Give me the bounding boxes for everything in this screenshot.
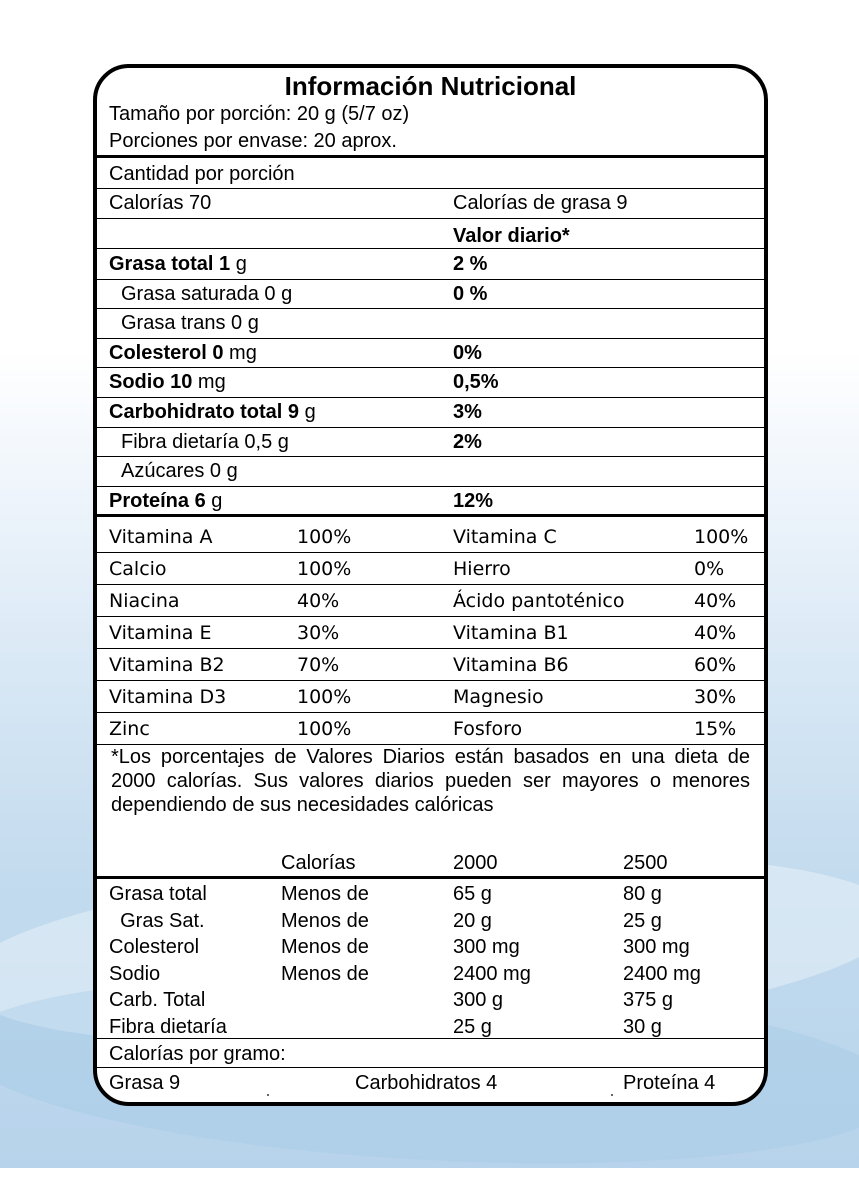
print-mark: [267, 1094, 269, 1096]
print-mark: [611, 1094, 613, 1096]
vitamin-value: 100%: [297, 558, 352, 580]
divider: [97, 616, 764, 617]
nutrient-daily-value: 2%: [453, 430, 482, 453]
amount-per-serving: Cantidad por porción: [109, 163, 295, 185]
vitamin-name: Vitamina A: [109, 526, 213, 548]
reference-value-2000: 300 mg: [453, 936, 520, 958]
reference-value-2500: 375 g: [623, 989, 674, 1011]
divider: [97, 397, 764, 398]
nutrient-name-bold: Proteína 6: [109, 489, 206, 512]
nutrient-name: [121, 312, 259, 334]
divider: [97, 218, 764, 219]
reference-value-2500: 25 g: [623, 909, 662, 932]
divider: [97, 648, 764, 649]
vitamin-value: 40%: [694, 590, 737, 612]
nutrient-name: [121, 431, 289, 453]
reference-header-calories: Calorías: [281, 852, 356, 874]
nutrient-daily-value: 0%: [453, 341, 482, 364]
vitamin-name: Vitamina C: [453, 526, 557, 548]
vitamin-value: 30%: [297, 622, 340, 644]
divider: [97, 712, 764, 713]
reference-nutrient: Colesterol: [109, 936, 200, 958]
divider: [97, 367, 764, 368]
nutrient-name-bold: Sodio 10: [109, 371, 193, 394]
reference-value-2500: 80 g: [623, 883, 662, 905]
divider: [97, 308, 764, 309]
vitamin-value: 30%: [694, 686, 737, 708]
reference-value-2000: 300 g: [453, 989, 504, 1011]
vitamin-value: 60%: [694, 654, 737, 676]
calories-per-gram-fat: Grasa 9: [109, 1072, 181, 1094]
vitamin-value: 15%: [694, 718, 737, 740]
nutrient-daily-value: 0 %: [453, 282, 488, 305]
calories-per-gram-protein: Proteína 4: [623, 1072, 716, 1094]
divider: [97, 584, 764, 585]
vitamin-name: Magnesio: [453, 686, 544, 708]
nutrient-name-rest: mg: [192, 371, 226, 394]
divider: [97, 248, 764, 249]
daily-value-header: Valor diario*: [453, 225, 570, 247]
nutrient-name: [109, 342, 257, 364]
reference-value-2000: 20 g: [453, 909, 492, 932]
nutrient-name-rest: Grasa trans 0 g: [121, 312, 259, 335]
vitamin-name: Vitamina B1: [453, 622, 569, 644]
divider: [97, 279, 764, 280]
nutrition-label: [93, 64, 768, 1106]
nutrient-daily-value: 2 %: [453, 253, 488, 275]
vitamin-name: Vitamina B6: [453, 654, 569, 676]
reference-nutrient: Carb. Total: [109, 989, 206, 1011]
divider: [97, 456, 764, 457]
vitamin-name: Calcio: [109, 558, 167, 580]
vitamin-value: 40%: [297, 590, 340, 612]
vitamin-value: 0%: [694, 558, 725, 580]
nutrient-name-bold: Carbohidrato total 9: [109, 401, 300, 423]
reference-header-2500: 2500: [623, 852, 668, 874]
reference-value-2500: 300 mg: [623, 936, 690, 958]
divider: [97, 427, 764, 428]
nutrient-name: [121, 460, 238, 482]
reference-qualifier: Menos de: [281, 962, 369, 985]
vitamin-name: Ácido pantoténico: [453, 590, 625, 612]
divider: [97, 188, 764, 189]
reference-value-2500: 30 g: [623, 1015, 662, 1038]
nutrient-name: [109, 490, 222, 512]
vitamin-value: 40%: [694, 622, 737, 644]
divider: [97, 514, 764, 517]
calories: Calorías 70: [109, 192, 212, 214]
reference-value-2000: 65 g: [453, 883, 492, 905]
nutrient-name-bold: Colesterol 0: [109, 341, 224, 364]
vitamin-value: 70%: [297, 654, 340, 676]
reference-nutrient: Fibra dietaría: [109, 1015, 227, 1038]
reference-nutrient: Grasa total: [109, 883, 207, 905]
vitamin-value: 100%: [297, 718, 352, 740]
footnote: *Los porcentajes de Valores Diarios están basados en una dieta de 2000 calorías. Sus valores diarios pueden ser mayores o menores dependiendo de sus necesidades calóricas: [111, 746, 750, 816]
divider: [97, 680, 764, 681]
calories-from-fat: Calorías de grasa 9: [453, 192, 628, 214]
nutrient-name-rest: Azúcares 0 g: [121, 460, 238, 483]
reference-qualifier: Menos de: [281, 909, 369, 932]
reference-nutrient: Sodio: [109, 962, 161, 985]
nutrient-name-rest: g: [230, 253, 247, 275]
vitamin-value: 100%: [694, 526, 749, 548]
nutrient-name: [109, 371, 226, 393]
divider: [97, 486, 764, 487]
reference-value-2000: 25 g: [453, 1015, 492, 1038]
reference-header-2000: 2000: [453, 852, 498, 874]
divider: [97, 155, 764, 158]
divider: [97, 552, 764, 553]
divider: [97, 876, 764, 879]
divider: [97, 1067, 764, 1068]
divider: [97, 338, 764, 339]
vitamin-value: 100%: [297, 526, 352, 548]
vitamin-name: Niacina: [109, 590, 180, 612]
vitamin-value: 100%: [297, 686, 352, 708]
vitamin-name: Vitamina D3: [109, 686, 227, 708]
nutrient-daily-value: 12%: [453, 489, 494, 512]
nutrient-name-rest: mg: [223, 341, 257, 364]
reference-value-2000: 2400 mg: [453, 962, 531, 985]
label-title: Información Nutricional: [284, 71, 577, 101]
nutrient-name: [109, 253, 247, 275]
divider: [97, 1038, 764, 1039]
calories-per-gram-label: Calorías por gramo:: [109, 1043, 286, 1065]
nutrient-name: [121, 283, 292, 305]
vitamin-name: Fosforo: [453, 718, 523, 740]
reference-qualifier: Menos de: [281, 936, 369, 958]
nutrient-daily-value: 0,5%: [453, 371, 499, 394]
reference-value-2500: 2400 mg: [623, 962, 701, 985]
vitamin-name: Hierro: [453, 558, 511, 580]
servings-per-container: Porciones por envase: 20 aprox.: [109, 130, 397, 152]
nutrient-name-rest: g: [205, 489, 223, 512]
nutrient-daily-value: 3%: [453, 401, 482, 423]
calories-per-gram-carbs: Carbohidratos 4: [355, 1072, 498, 1094]
vitamin-name: Vitamina E: [109, 622, 212, 644]
serving-size: Tamaño por porción: 20 g (5/7 oz): [109, 103, 410, 125]
reference-nutrient: Gras Sat.: [109, 909, 205, 932]
vitamin-name: Vitamina B2: [109, 654, 225, 676]
nutrient-name-bold: Grasa total 1: [109, 253, 231, 275]
nutrient-name-rest: Fibra dietaría 0,5 g: [121, 430, 289, 453]
vitamin-name: Zinc: [109, 718, 150, 740]
nutrient-name: [109, 401, 316, 423]
reference-qualifier: Menos de: [281, 883, 369, 905]
nutrient-name-rest: Grasa saturada 0 g: [121, 282, 293, 305]
nutrient-name-rest: g: [299, 401, 316, 423]
